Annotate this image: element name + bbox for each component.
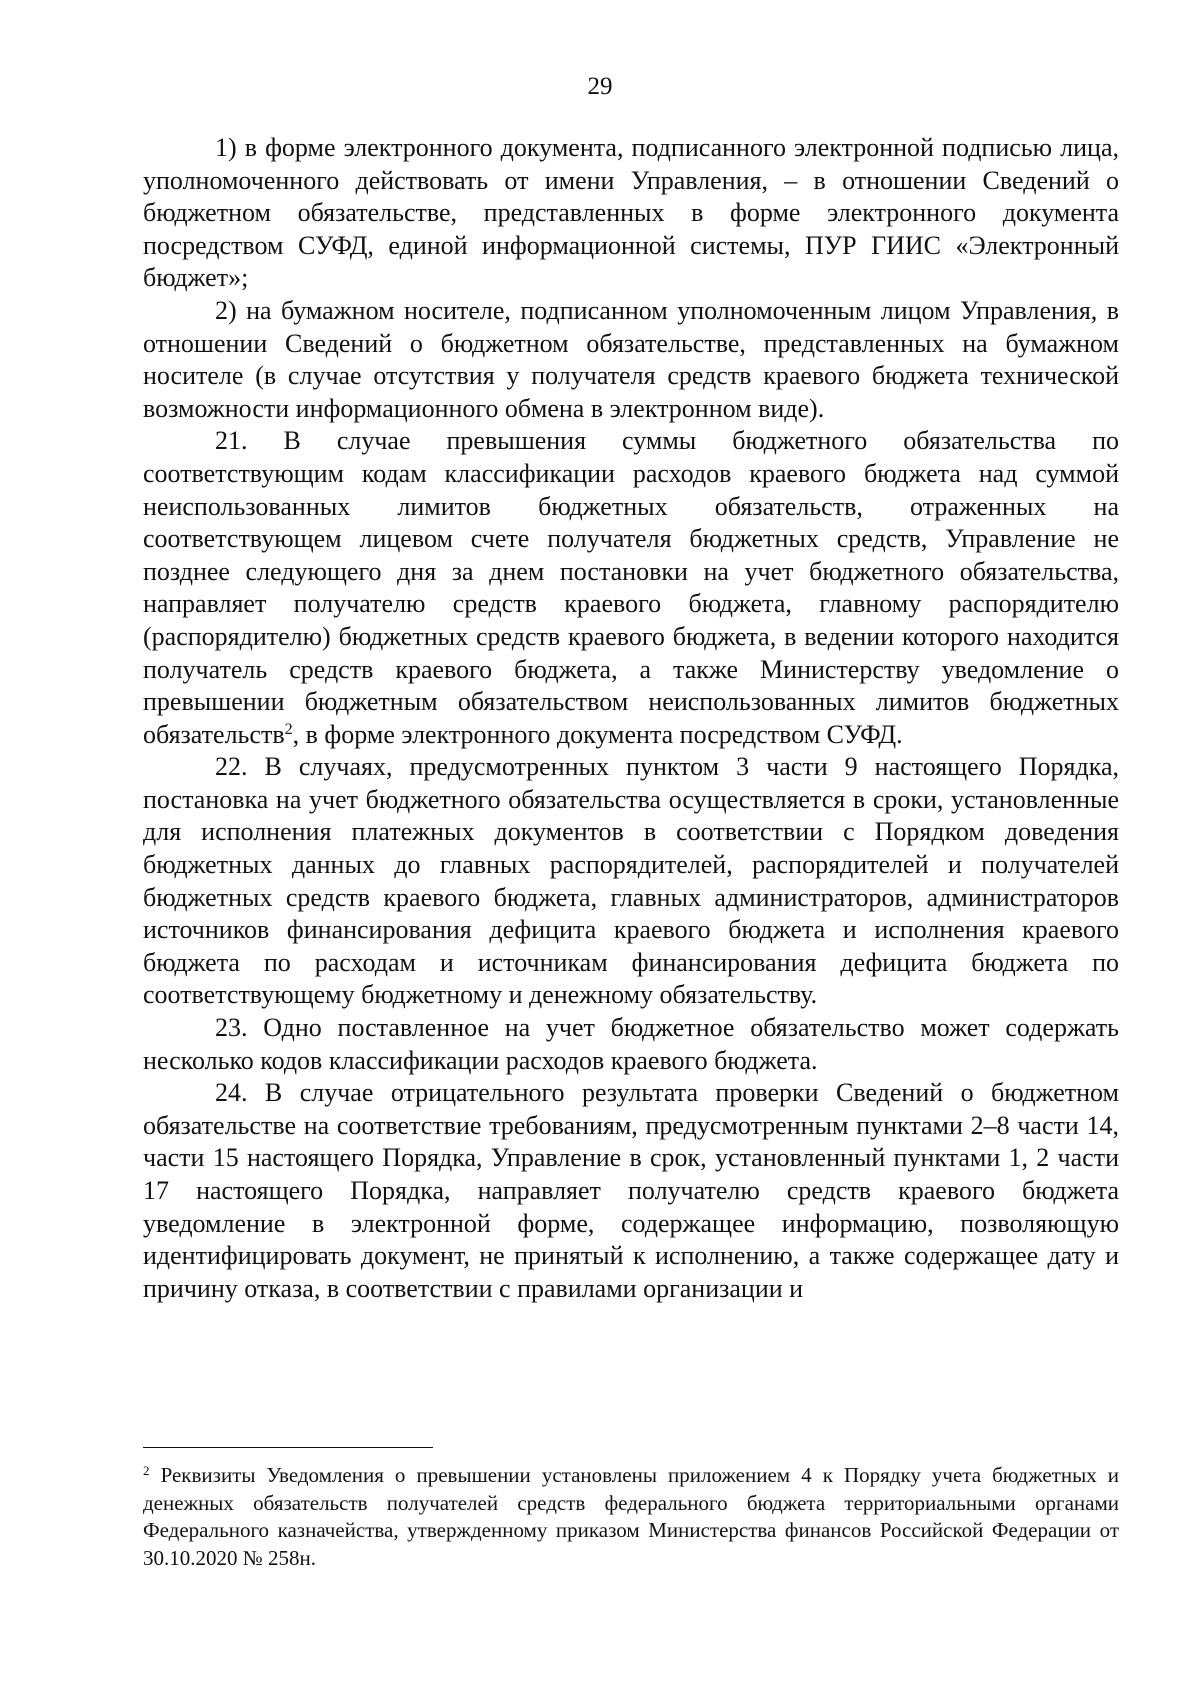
footnote-text: Реквизиты Уведомления о превышении установлены приложением 4 к Порядку учета бюджетных и денежных обязательств получателей средств федерального бюджета территориальными органами Федерального казначейства, утвержденному приказом Министерства финансов Российской Федерации от 30.10.2020 № 258н. [143,1463,1119,1570]
footnote-reference[interactable]: 2 [284,720,293,738]
paragraph-22: 22. В случаях, предусмотренных пунктом 3 части 9 настоящего Порядка, постановка на учет бюджетного обязательства осуществляется в сроки, установленные для исполнения платежных документов в соответствии с Порядком доведения бюджетных данных до главных распорядителей, распорядителей и получателей бюджетных средств краевого бюджета, главных администраторов, администраторов источников финансирования дефицита краевого бюджета и исполнения краевого бюджета по расходам и источникам финансирования дефицита бюджета по соответствующему бюджетному и денежному обязательству. [143,752,1119,1010]
paragraph-item-2: 2) на бумажном носителе, подписанном уполномоченным лицом Управления, в отношении Сведений о бюджетном обязательстве, представленных на бумажном носителе (в случае отсутствия у получателя средств краевого бюджета технической возможности информационного обмена в электронном виде). [143,295,1119,423]
footnote [143,1462,1119,1572]
paragraph-21 [143,425,1119,751]
page-number: 29 [587,73,613,100]
paragraph-24: 24. В случае отрицательного результата проверки Сведений о бюджетном обязательстве на соответствие требованиям, предусмотренным пунктами 2–8 части 14, части 15 настоящего Порядка, Управление в срок, установленный пунктами 1, 2 части 17 настоящего Порядка, направляет получателю средств краевого бюджета уведомление в электронной форме, содержащее информацию, позволяющую идентифицировать документ, не принятый к исполнению, а также содержащее дату и причину отказа, в соответствии с правилами организации и [143,1078,1119,1303]
paragraph-21-text-end: , в форме электронного документа посредством СУФД. [292,719,903,749]
paragraph-21-text: 21. В случае превышения суммы бюджетного обязательства по соответствующим кодам классификации расходов краевого бюджета над суммой неиспользованных лимитов бюджетных обязательств, отраженных на соответствующем лицевом счете получателя бюджетных средств, Управление не позднее следующего дня за днем постановки на учет бюджетного обязательства, направляет получателю средств краевого бюджета, главному распорядителю (распорядителю) бюджетных средств краевого бюджета, в ведении которого находится получатель средств краевого бюджета, а также Министерству уведомление о превышении бюджетным обязательством неиспользованных лимитов бюджетных обязательств [143,426,1119,749]
document-body [143,132,1119,1305]
paragraph-23: 23. Одно поставленное на учет бюджетное обязательство может содержать несколько кодов классификации расходов краевого бюджета. [143,1013,1119,1075]
footnote-marker: 2 [143,1462,150,1478]
footnote-separator [143,1447,433,1448]
paragraph-item-1: 1) в форме электронного документа, подписанного электронной подписью лица, уполномоченного действовать от имени Управления, – в отношении Сведений о бюджетном обязательстве, представленных в форме электронного документа посредством СУФД, единой информационной системы, ПУР ГИИС «Электронный бюджет»; [143,133,1119,293]
